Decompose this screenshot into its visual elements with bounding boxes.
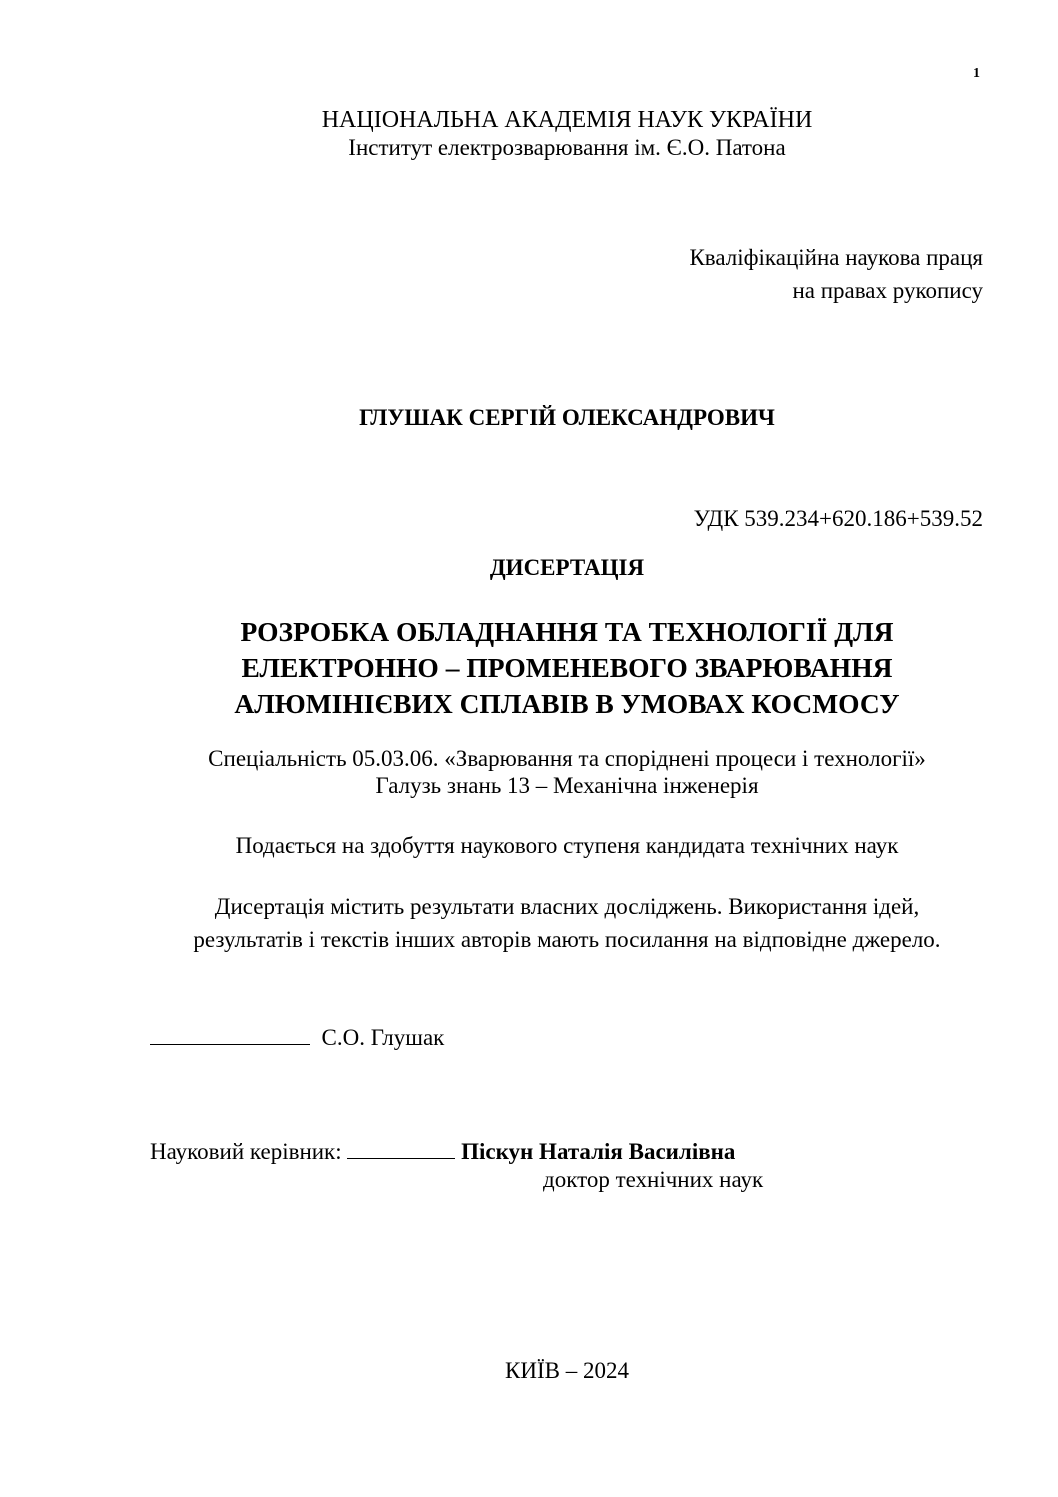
supervisor-name: Піскун Наталія Василівна [461, 1139, 736, 1164]
page-number: 1 [973, 66, 980, 81]
statement-block [0, 890, 1058, 956]
specialty-text: Спеціальність 05.03.06. «Зварювання та споріднені процеси і технології» [208, 746, 926, 771]
signature-name: С.О. Глушак [321, 1025, 445, 1050]
institute-name: Інститут електрозварювання ім. Є.О. Патона [348, 135, 786, 160]
title-line: ЕЛЕКТРОННО – ПРОМЕНЕВОГО ЗВАРЮВАННЯ [241, 652, 893, 683]
author-signature-block [150, 1024, 444, 1051]
city-year: КИЇВ – 2024 [505, 1358, 629, 1383]
field-text: Галузь знань 13 – Механічна інженерія [375, 773, 759, 798]
header-block [0, 107, 1058, 161]
qualification-block [689, 241, 983, 307]
qualification-line-2: на правах рукопису [792, 278, 983, 303]
statement-line: Дисертація містить результати власних досліджень. Використання ідей, [214, 894, 920, 919]
degree-text: Подається на здобуття наукового ступеня кандидата технічних наук [235, 833, 899, 858]
title-line: АЛЮМІНІЄВИХ СПЛАВІВ В УМОВАХ КОСМОСУ [234, 688, 900, 719]
supervisor-label: Науковий керівник: [150, 1139, 342, 1164]
academy-name: НАЦІОНАЛЬНА АКАДЕМІЯ НАУК УКРАЇНИ [321, 107, 813, 133]
document-type: ДИСЕРТАЦІЯ [489, 555, 645, 580]
author-name: ГЛУШАК СЕРГІЙ ОЛЕКСАНДРОВИЧ [359, 405, 775, 430]
statement-line: результатів і текстів інших авторів мають посилання на відповідне джерело. [193, 927, 941, 952]
specialty-block [0, 745, 1058, 799]
dissertation-title [0, 614, 1058, 722]
supervisor-signature-line [347, 1158, 455, 1159]
supervisor-block [150, 1138, 735, 1165]
signature-line [150, 1044, 310, 1045]
udk-code: УДК 539.234+620.186+539.52 [693, 506, 983, 531]
supervisor-degree: доктор технічних наук [543, 1167, 764, 1192]
title-line: РОЗРОБКА ОБЛАДНАННЯ ТА ТЕХНОЛОГІЇ ДЛЯ [240, 616, 894, 647]
qualification-line-1: Кваліфікаційна наукова праця [689, 245, 983, 270]
